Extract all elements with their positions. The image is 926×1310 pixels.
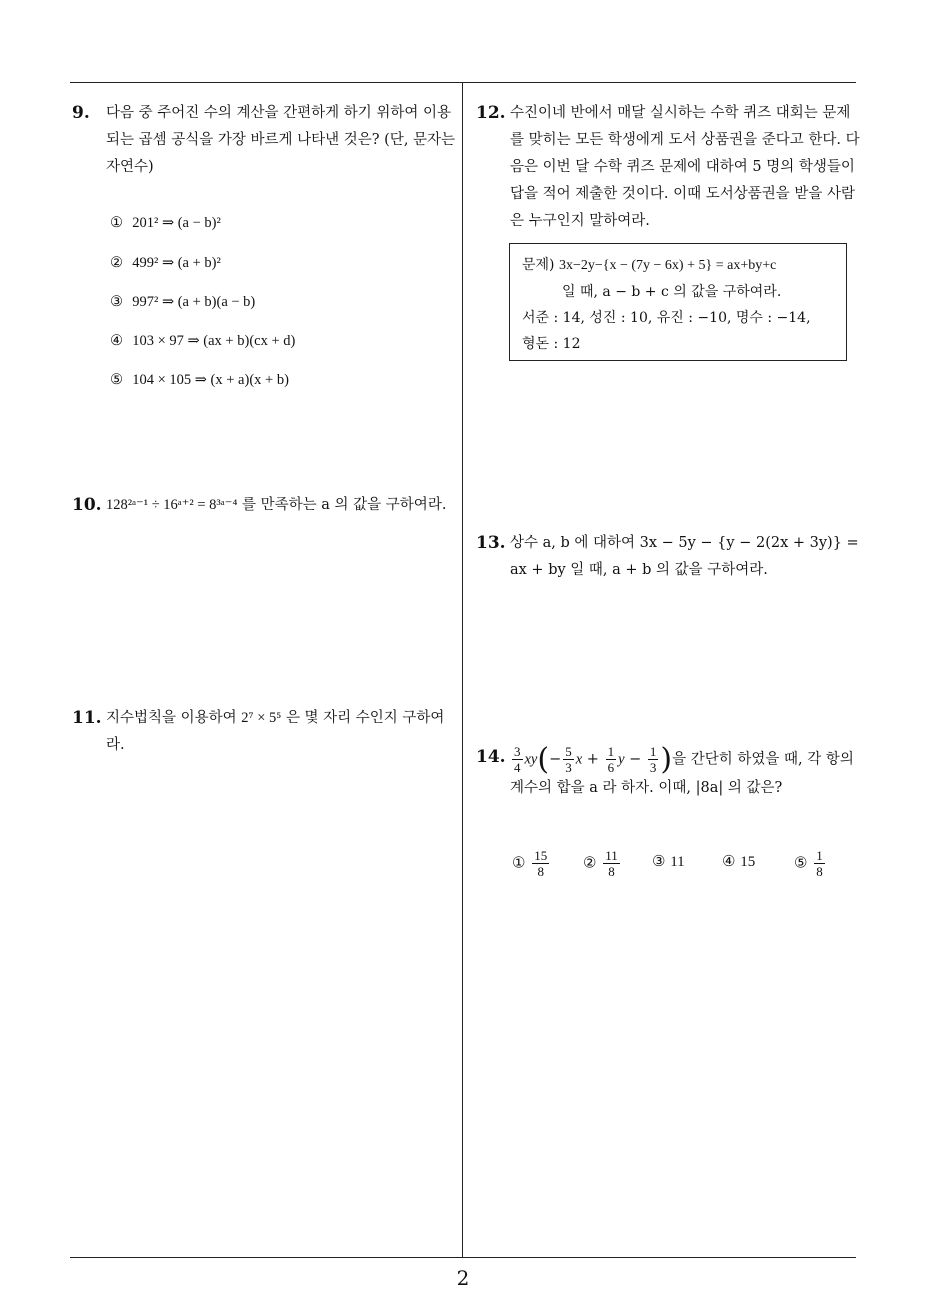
fraction: $\frac{1}{6}$ [607, 744, 615, 775]
option-5[interactable] [110, 372, 289, 389]
question-expr: 128²ᵃ⁻¹ ÷ 16ᵃ⁺² = 8³ᵃ⁻⁴ [106, 497, 238, 513]
question-text: 를 만족하는 a 의 값을 구하여라. [242, 497, 447, 513]
option-2[interactable] [110, 255, 221, 272]
question-number: 11. [72, 708, 102, 728]
option-mark: ④ [110, 333, 123, 349]
question-14 [476, 744, 866, 802]
question-text: 상수 a, b 에 대하여 3x − 5y − {y − 2(2x + 3y)} = [510, 535, 859, 551]
question-10 [72, 492, 456, 519]
box-label: 문제) [522, 257, 555, 273]
question-9 [72, 100, 456, 181]
option-expr: 201² ⇒ (a − b)² [132, 215, 221, 231]
answer-1[interactable]: ① $\frac{15}{8}$ [512, 848, 548, 879]
answer-2[interactable]: ② $\frac{11}{8}$ [583, 848, 618, 879]
option-mark: ② [110, 255, 123, 271]
question-text: 을 간단히 하였을 때, 각 항의 [672, 751, 854, 768]
answer-4[interactable]: ④ 15 [722, 852, 756, 870]
question-text: 다음 중 주어진 수의 계산을 간편하게 하기 위하여 이용되는 곱셈 공식을 가장 바르게 나타낸 것은? (단, 문자는 자연수) [106, 105, 456, 175]
option-mark: ③ [110, 294, 123, 310]
option-expr: 104 × 105 ⇒ (x + a)(x + b) [132, 372, 289, 388]
option-mark: ⑤ [110, 372, 123, 388]
question-text: 은 몇 자리 수인지 구하여라. [106, 710, 445, 753]
question-11 [72, 705, 456, 759]
question-text: ax + by 일 때, a + b 의 값을 구하여라. [510, 562, 768, 578]
fraction: $\frac{1}{3}$ [649, 744, 657, 775]
option-mark: ① [110, 215, 123, 231]
problem-box [509, 243, 847, 361]
question-12 [476, 100, 860, 235]
box-expr: 3x−2y−{x − (7y − 6x) + 5} = ax+by+c [558, 258, 777, 273]
fraction: $\frac{5}{3}$ [565, 744, 572, 775]
box-line: 형돈 : 12 [522, 336, 581, 352]
bottom-rule [70, 1257, 856, 1258]
question-number: 13. [476, 533, 506, 553]
question-text: 지수법칙을 이용하여 [106, 710, 237, 726]
question-13 [476, 530, 860, 584]
question-expr: 2⁷ × 5⁵ [241, 710, 282, 726]
box-line: 일 때, a − b + c 의 값을 구하여라. [562, 284, 782, 300]
question-number: 14. [476, 747, 506, 767]
question-number: 9. [72, 103, 90, 123]
option-4[interactable] [110, 333, 295, 350]
question-number: 10. [72, 495, 102, 515]
question-number: 12. [476, 103, 506, 123]
option-expr: 499² ⇒ (a + b)² [132, 255, 221, 271]
question-text: 계수의 합을 a 라 하자. 이때, |8a| 의 값은? [510, 780, 783, 796]
answer-5[interactable]: ⑤ $\frac{1}{8}$ [794, 848, 823, 879]
option-1[interactable] [110, 215, 221, 232]
fraction: $\frac{3}{4}$ [514, 744, 521, 775]
answer-3[interactable]: ③ 11 [652, 852, 685, 870]
box-line: 서준 : 14, 성진 : 10, 유진 : −10, 명수 : −14, [522, 310, 811, 326]
option-3[interactable] [110, 294, 255, 311]
top-rule [70, 82, 856, 83]
question-text: 수진이네 반에서 매달 실시하는 수학 퀴즈 대회는 문제를 맞히는 모든 학생에게 도서 상품권을 준다고 한다. 다음은 이번 달 수학 퀴즈 문제에 대하여 5 명의 학생들이 답을 적어 제출한 것이다. 이때 도서상품권을 받을 사람은 누구인지 말하여라. [510, 105, 860, 229]
column-divider [462, 83, 463, 1257]
page-number: 2 [456, 1266, 470, 1290]
option-expr: 997² ⇒ (a + b)(a − b) [132, 294, 256, 310]
option-expr: 103 × 97 ⇒ (ax + b)(cx + d) [132, 333, 296, 349]
question-expr: $\frac{3}{4}$ xy(− $\frac{5}{3}$ x + $\frac{1}{6}$ y − $\frac{1}{3}$ )을 간단히 하였을 때, 각 항의 [514, 742, 854, 777]
